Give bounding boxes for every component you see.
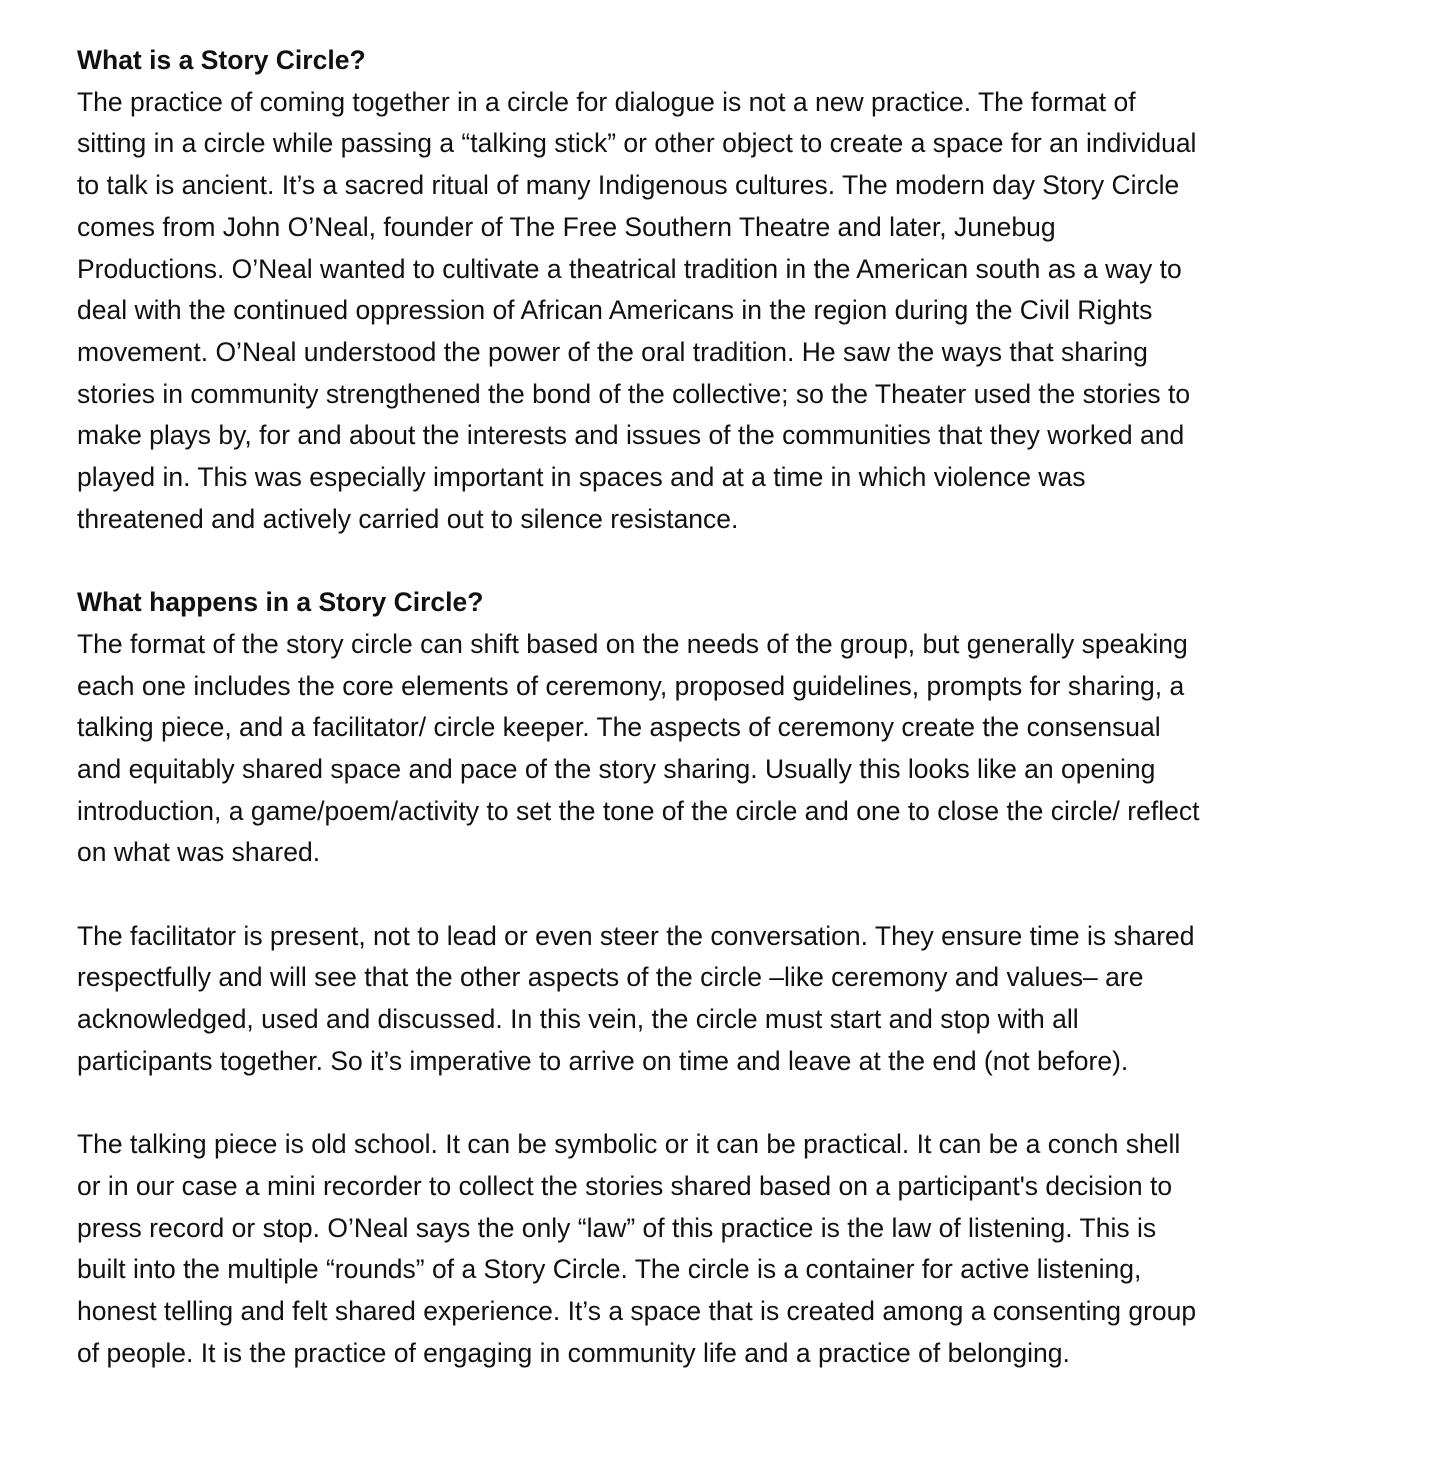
- text-line: The practice of coming together in a circle for dialogue is not a new practice. The format of: [77, 86, 1136, 117]
- paragraph-what-happens: [77, 624, 1377, 874]
- paragraph-talking-piece: [77, 1124, 1377, 1374]
- text-line: each one includes the core elements of ceremony, proposed guidelines, prompts for sharing, a: [77, 670, 1185, 701]
- paragraph-spacer: [77, 1083, 1377, 1125]
- text-line: played in. This was especially important in spaces and at a time in which violence was: [77, 462, 1086, 493]
- text-line: on what was shared.: [77, 837, 321, 868]
- text-line: deal with the continued oppression of African Americans in the region during the Civil Rights: [77, 295, 1153, 326]
- text-line: press record or stop. O’Neal says the only “law” of this practice is the law of listening. This is: [77, 1212, 1157, 1243]
- text-line: talking piece, and a facilitator/ circle keeper. The aspects of ceremony create the consensual: [77, 712, 1161, 743]
- text-line: Productions. O’Neal wanted to cultivate a theatrical tradition in the American south as a way to: [77, 253, 1182, 284]
- section-heading-what-is: What is a Story Circle?: [77, 45, 366, 75]
- text-line: The format of the story circle can shift based on the needs of the group, but generally speaking: [77, 628, 1188, 659]
- text-line: sitting in a circle while passing a “talking stick” or other object to create a space for an individual: [77, 128, 1197, 159]
- text-line: of people. It is the practice of engaging in community life and a practice of belonging.: [77, 1337, 1070, 1368]
- paragraph-spacer: [77, 540, 1377, 582]
- text-line: The talking piece is old school. It can be symbolic or it can be practical. It can be a conch shell: [77, 1129, 1181, 1160]
- text-line: stories in community strengthened the bond of the collective; so the Theater used the stories to: [77, 378, 1191, 409]
- section-heading-what-happens: What happens in a Story Circle?: [77, 587, 484, 618]
- text-line: or in our case a mini recorder to collect the stories shared based on a participant's decision to: [77, 1170, 1173, 1201]
- text-line: acknowledged, used and discussed. In this vein, the circle must start and stop with all: [77, 1004, 1079, 1035]
- text-line: respectfully and will see that the other aspects of the circle –like ceremony and values– are: [77, 962, 1144, 993]
- text-line: participants together. So it’s imperative to arrive on time and leave at the end (not before).: [77, 1045, 1129, 1076]
- text-line: honest telling and felt shared experience. It’s a space that is created among a consenting group: [77, 1296, 1197, 1327]
- paragraph-what-is: [77, 82, 1377, 541]
- text-line: to talk is ancient. It’s a sacred ritual of many Indigenous cultures. The modern day Story Circle: [77, 170, 1180, 201]
- text-line: introduction, a game/poem/activity to set the tone of the circle and one to close the circle/ reflect: [77, 795, 1200, 826]
- paragraph-spacer: [77, 874, 1377, 916]
- document-page: [77, 40, 1377, 1374]
- text-line: built into the multiple “rounds” of a Story Circle. The circle is a container for active listening,: [77, 1254, 1142, 1285]
- text-line: movement. O’Neal understood the power of the oral tradition. He saw the ways that sharing: [77, 336, 1148, 367]
- text-line: threatened and actively carried out to silence resistance.: [77, 503, 739, 534]
- text-line: comes from John O’Neal, founder of The Free Southern Theatre and later, Junebug: [77, 211, 1056, 242]
- text-line: make plays by, for and about the interests and issues of the communities that they worked and: [77, 420, 1185, 451]
- text-line: and equitably shared space and pace of the story sharing. Usually this looks like an opening: [77, 753, 1156, 784]
- text-line: The facilitator is present, not to lead or even steer the conversation. They ensure time is shared: [77, 920, 1195, 951]
- paragraph-facilitator: [77, 916, 1377, 1083]
